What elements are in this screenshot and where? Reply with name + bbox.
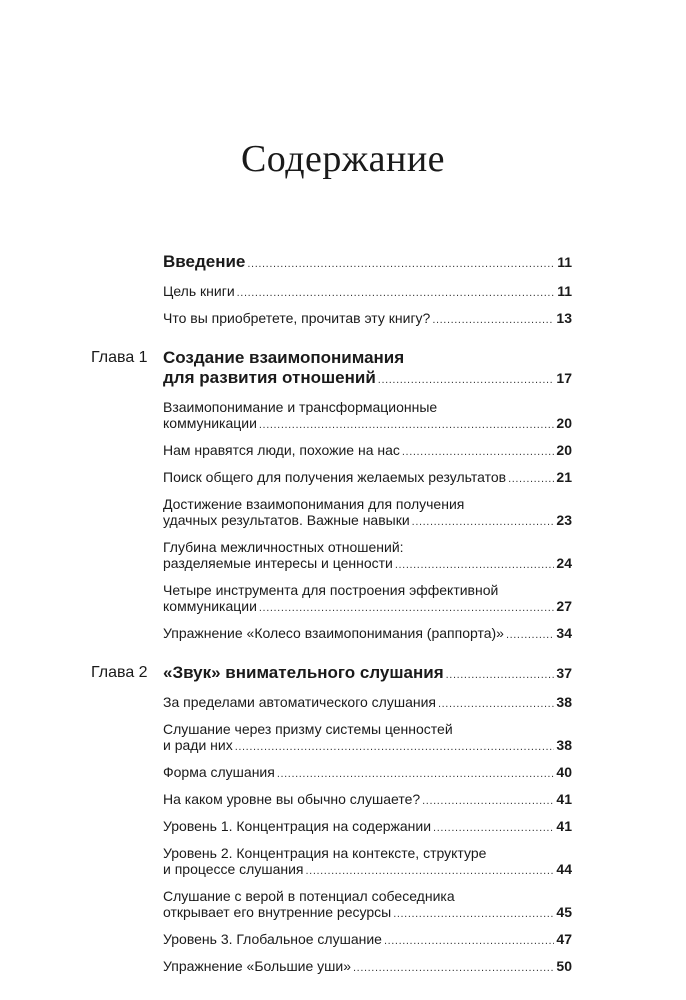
page-number: 45 — [556, 904, 572, 920]
toc-entry-text: За пределами автоматического слушания — [163, 694, 436, 710]
page-number: 44 — [556, 861, 572, 877]
dot-leader — [395, 557, 555, 573]
page-number: 50 — [556, 958, 572, 974]
toc-entry-text: На каком уровне вы обычно слушаете? — [163, 791, 421, 807]
toc-entry-text: Цель книги — [163, 283, 235, 299]
toc-entry[interactable] — [163, 888, 572, 922]
toc-entry-text: открывает его внутренние ресурсы — [163, 904, 392, 920]
toc-entry-text: и процессе слушания — [163, 861, 304, 877]
chapter-label: Глава 2 — [91, 664, 148, 681]
page-number: 20 — [556, 415, 572, 431]
dot-leader — [393, 906, 554, 922]
page-number: 38 — [556, 737, 572, 753]
toc-entry[interactable] — [163, 283, 572, 301]
page-number: 38 — [556, 694, 572, 710]
toc-entry-text: коммуникации — [163, 415, 257, 431]
toc-entry-text: удачных результатов. Важные навыки — [163, 512, 410, 528]
toc-entry[interactable] — [163, 721, 572, 755]
page-number: 21 — [556, 469, 572, 485]
toc-entry[interactable] — [163, 496, 572, 530]
toc-entry-text: Достижение взаимопонимания для получения — [163, 496, 465, 512]
page-number: 27 — [556, 598, 572, 614]
dot-leader — [438, 696, 554, 712]
page-number: 17 — [556, 370, 572, 386]
chapter-1-block — [0, 348, 686, 643]
page-number: 40 — [556, 764, 572, 780]
toc-entry-text: Упражнение «Большие уши» — [163, 958, 352, 974]
page-number: 13 — [556, 310, 572, 326]
toc-entry-text: Уровень 2. Концентрация на контексте, структуре — [163, 845, 487, 861]
toc-entry-text: Уровень 1. Концентрация на содержании — [163, 818, 432, 834]
dot-leader — [378, 370, 555, 390]
dot-leader — [235, 739, 555, 755]
dot-leader — [446, 665, 555, 685]
page-number: 20 — [556, 442, 572, 458]
toc-entry-text: Создание взаимопонимания — [163, 348, 405, 367]
page-number: 11 — [557, 254, 572, 270]
toc-entry[interactable] — [163, 694, 572, 712]
toc-entry-text: для развития отношений — [163, 368, 376, 387]
toc-entry-text: Нам нравятся люди, похожие на нас — [163, 442, 400, 458]
toc-entry[interactable] — [163, 310, 572, 328]
toc-entry-text: Форма слушания — [163, 764, 275, 780]
toc-entry-text: Взаимопонимание и трансформационные — [163, 399, 438, 415]
dot-leader — [247, 254, 555, 274]
dot-leader — [432, 312, 554, 328]
toc-entry-text: «Звук» внимательного слушания — [163, 663, 444, 682]
page-number: 41 — [556, 791, 572, 807]
toc-heading-chapter-1[interactable] — [163, 348, 572, 390]
toc-entry[interactable] — [163, 764, 572, 782]
chapter-2-block — [0, 663, 686, 976]
dot-leader — [259, 600, 555, 616]
dot-leader — [384, 933, 554, 949]
page-number: 24 — [556, 555, 572, 571]
dot-leader — [277, 766, 555, 782]
toc-entry-text: коммуникации — [163, 598, 257, 614]
dot-leader — [433, 820, 554, 836]
toc-entry[interactable] — [163, 958, 572, 976]
dot-leader — [402, 444, 555, 460]
toc-entry-text: Введение — [163, 252, 246, 271]
page-number: 11 — [557, 283, 572, 299]
intro-block — [0, 252, 686, 328]
toc-entry[interactable] — [163, 845, 572, 879]
toc-entry-text: Поиск общего для получения желаемых результатов — [163, 469, 507, 485]
chapter-label: Глава 1 — [91, 349, 148, 366]
toc-entry[interactable] — [163, 399, 572, 433]
toc-entry-text: Слушание через призму системы ценностей — [163, 721, 453, 737]
dot-leader — [306, 863, 555, 879]
page-number: 47 — [556, 931, 572, 947]
toc-entry-text: Четыре инструмента для построения эффективной — [163, 582, 499, 598]
toc-entry-text: Что вы приобретете, прочитав эту книгу? — [163, 310, 431, 326]
toc-entry-text: Уровень 3. Глобальное слушание — [163, 931, 382, 947]
page-number: 23 — [556, 512, 572, 528]
table-of-contents — [0, 252, 686, 976]
toc-entry[interactable] — [163, 791, 572, 809]
dot-leader — [259, 417, 555, 433]
toc-entry[interactable] — [163, 469, 572, 487]
toc-entry-text: разделяемые интересы и ценности — [163, 555, 393, 571]
toc-entry-text: Упражнение «Колесо взаимопонимания (раппорта)» — [163, 625, 504, 641]
toc-entry[interactable] — [163, 539, 572, 573]
toc-heading-intro[interactable] — [163, 252, 572, 274]
toc-entry[interactable] — [163, 582, 572, 616]
toc-entry[interactable] — [163, 818, 572, 836]
page-number: 34 — [556, 625, 572, 641]
dot-leader — [506, 627, 554, 643]
dot-leader — [412, 514, 555, 530]
toc-entry-text: и ради них — [163, 737, 233, 753]
dot-leader — [422, 793, 554, 809]
page-number: 37 — [556, 665, 572, 681]
toc-heading-chapter-2[interactable] — [163, 663, 572, 685]
dot-leader — [353, 960, 554, 976]
toc-entry[interactable] — [163, 931, 572, 949]
page-number: 41 — [556, 818, 572, 834]
toc-entry-text: Слушание с верой в потенциал собеседника — [163, 888, 455, 904]
toc-entry-text: Глубина межличностных отношений: — [163, 539, 404, 555]
dot-leader — [237, 285, 556, 301]
dot-leader — [508, 471, 554, 487]
page-title: Содержание — [240, 138, 446, 181]
toc-entry[interactable] — [163, 625, 572, 643]
toc-entry[interactable] — [163, 442, 572, 460]
